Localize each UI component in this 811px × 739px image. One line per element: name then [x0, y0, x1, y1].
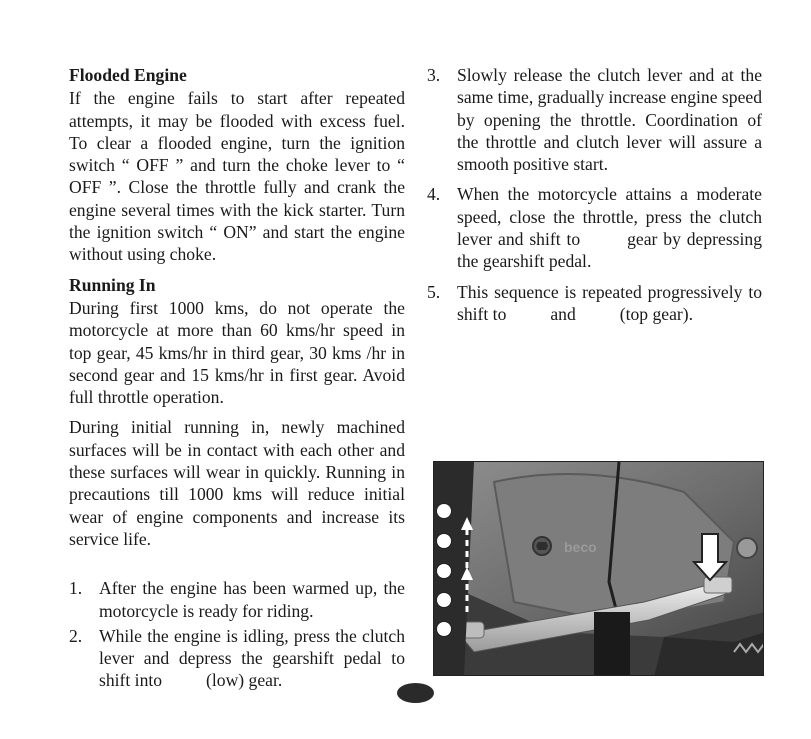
- steps-list-right: [427, 64, 762, 325]
- brand-logo: beco: [564, 539, 597, 555]
- gearshift-pedal-photo: [433, 461, 764, 676]
- flooded-engine-text: If the engine fails to start after repeated attempts, it may be flooded with excess fuel. To clear a flooded engine, turn the ignition switch “ OFF ” and turn the choke lever to “ OFF ”. Close the throttle fully and crank the engine several times with the kick starter. Turn the ignition switch “ ON” and start the engine without using choke.: [69, 88, 405, 265]
- right-column: [427, 64, 762, 333]
- step-text: Slowly release the clutch lever and at the same time, gradually increase engine speed by opening the throttle. Coordination of the throttle and clutch lever will assure a smooth positive start.: [457, 65, 762, 175]
- left-column: [69, 64, 405, 695]
- step-text: This sequence is repeated progressively to shift to and (top gear).: [457, 281, 762, 324]
- list-item: [427, 64, 762, 175]
- step-text: While the engine is idling, press the clutch lever and depress the gearshift pedal to shift into (low) gear.: [99, 625, 405, 691]
- step-text: After the engine has been warmed up, the motorcycle is ready for riding.: [99, 578, 405, 621]
- list-item: [427, 183, 762, 272]
- gear-marker-2: [437, 593, 452, 608]
- step-number: 4.: [427, 184, 441, 205]
- steps-list-left: [69, 577, 405, 691]
- running-in-text-2: During initial running in, newly machined surfaces will be in contact with each other and these surfaces will wear in quickly. Running in precautions till 1000 kms will reduce initial wear of engine components and increase its service life.: [69, 417, 405, 549]
- list-item: [427, 281, 762, 326]
- photo-illustration: [434, 462, 764, 676]
- footrest-rubber: [594, 612, 630, 676]
- pivot-bolt-icon: [737, 538, 757, 558]
- step-text: When the motorcycle attains a moderate speed, close the throttle, press the clutch lever and shift to gear by depressing the gearshift pedal.: [457, 184, 762, 272]
- running-in-text-1: During first 1000 kms, do not operate the motorcycle at more than 60 kms/hr speed in top gear, 45 kms/hr in third gear, 30 kms /hr in second gear and 15 kms/hr in first gear. Avoid full throttle operation.: [69, 297, 405, 408]
- gear-marker-1: [437, 622, 452, 637]
- step-number: 1.: [69, 578, 83, 599]
- bolt-head-icon: [536, 542, 548, 550]
- step-number: 2.: [69, 625, 83, 646]
- gear-marker-3: [437, 564, 452, 579]
- running-in-heading: Running In: [69, 274, 156, 295]
- step-number: 5.: [427, 281, 441, 302]
- list-item: [69, 625, 405, 692]
- list-item: [69, 577, 405, 622]
- page-marker: [397, 683, 434, 703]
- flooded-engine-heading: Flooded Engine: [69, 65, 187, 85]
- gear-marker-5: [437, 504, 452, 519]
- step-number: 3.: [427, 65, 441, 85]
- gear-marker-4: [437, 534, 452, 549]
